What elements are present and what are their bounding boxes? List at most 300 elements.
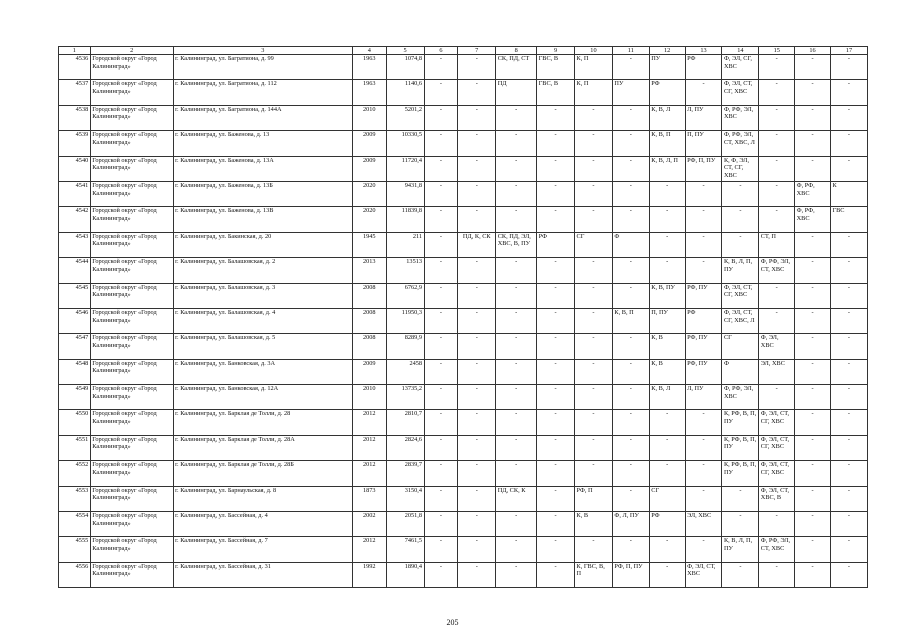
table-cell: 4547 bbox=[59, 334, 91, 359]
table-cell: - bbox=[458, 258, 496, 283]
table-cell: РФ, П bbox=[575, 486, 613, 511]
table-cell: Ф, Л, ПУ bbox=[612, 512, 649, 537]
table-cell: 211 bbox=[386, 232, 424, 257]
table-cell: ЭЛ, ХВС bbox=[759, 359, 795, 384]
table-cell: РФ bbox=[685, 55, 722, 80]
table-cell: - bbox=[722, 562, 759, 587]
table-cell: - bbox=[496, 461, 537, 486]
table-cell: 2810,7 bbox=[386, 410, 424, 435]
table-cell: - bbox=[612, 486, 649, 511]
table-cell: - bbox=[830, 105, 867, 130]
table-cell: - bbox=[795, 308, 831, 333]
table-cell: 13513 bbox=[386, 258, 424, 283]
table-cell: - bbox=[795, 80, 831, 105]
table-cell: К, РФ, В, П, ПУ bbox=[722, 461, 759, 486]
table-cell: - bbox=[612, 461, 649, 486]
table-cell: - bbox=[424, 55, 458, 80]
table-cell: К, В, ПУ bbox=[649, 283, 685, 308]
table-cell: - bbox=[795, 55, 831, 80]
table-cell: - bbox=[685, 207, 722, 232]
table-row bbox=[59, 385, 868, 410]
table-cell: - bbox=[830, 410, 867, 435]
table-cell: 1140,6 bbox=[386, 80, 424, 105]
table-cell: - bbox=[575, 308, 613, 333]
table-row bbox=[59, 131, 868, 156]
column-header: 14 bbox=[722, 47, 759, 55]
table-cell: - bbox=[759, 207, 795, 232]
table-cell: 13735,2 bbox=[386, 385, 424, 410]
table-cell: - bbox=[424, 131, 458, 156]
table-cell: - bbox=[496, 334, 537, 359]
table-cell: - bbox=[685, 435, 722, 460]
table-cell: Городской округ «Город Калининград» bbox=[90, 435, 173, 460]
column-header: 2 bbox=[90, 47, 173, 55]
table-cell: г. Калининград, ул. Балашовская, д. 2 bbox=[173, 258, 352, 283]
table-cell: - bbox=[458, 156, 496, 181]
table-cell: Городской округ «Город Калининград» bbox=[90, 105, 173, 130]
table-cell: - bbox=[612, 55, 649, 80]
table-cell: Ф, ЭЛ, СТ, СГ, ХВС bbox=[759, 410, 795, 435]
table-cell: 1992 bbox=[352, 562, 386, 587]
table-cell: - bbox=[830, 283, 867, 308]
column-header: 10 bbox=[575, 47, 613, 55]
table-cell: Ф, ЭЛ, СТ, СГ, ХВС bbox=[759, 461, 795, 486]
table-cell: - bbox=[649, 232, 685, 257]
table-cell: г. Калининград, ул. Балашовская, д. 3 bbox=[173, 283, 352, 308]
table-cell: 2020 bbox=[352, 181, 386, 206]
table-cell: СТ, П bbox=[759, 232, 795, 257]
table-cell: 4552 bbox=[59, 461, 91, 486]
table-cell: - bbox=[830, 385, 867, 410]
table-cell: 1963 bbox=[352, 80, 386, 105]
column-header: 15 bbox=[759, 47, 795, 55]
table-cell: 4553 bbox=[59, 486, 91, 511]
table-cell: - bbox=[830, 156, 867, 181]
table-cell: К, П bbox=[575, 55, 613, 80]
column-header: 11 bbox=[612, 47, 649, 55]
table-cell: К, Ф, ЭЛ, СТ, СГ, ХВС bbox=[722, 156, 759, 181]
table-cell: Городской округ «Город Калининград» bbox=[90, 258, 173, 283]
table-cell: 2458 bbox=[386, 359, 424, 384]
table-cell: 11950,3 bbox=[386, 308, 424, 333]
table-cell: 2824,6 bbox=[386, 435, 424, 460]
table-cell: - bbox=[649, 562, 685, 587]
table-cell: - bbox=[575, 537, 613, 562]
table-cell: 2009 bbox=[352, 156, 386, 181]
register-table bbox=[58, 46, 868, 588]
table-cell: Городской округ «Город Калининград» bbox=[90, 359, 173, 384]
table-cell: - bbox=[537, 435, 575, 460]
table-row bbox=[59, 359, 868, 384]
table-cell: К, В, П bbox=[649, 131, 685, 156]
table-cell: - bbox=[759, 283, 795, 308]
table-cell: г. Калининград, ул. Барклая де Толли, д. 28А bbox=[173, 435, 352, 460]
table-cell: - bbox=[685, 461, 722, 486]
table-cell: г. Калининград, ул. Баженова, д. 13 bbox=[173, 131, 352, 156]
table-cell: К, В bbox=[649, 359, 685, 384]
table-row bbox=[59, 232, 868, 257]
table-cell: - bbox=[424, 359, 458, 384]
table-row bbox=[59, 55, 868, 80]
table-cell: - bbox=[830, 131, 867, 156]
table-row bbox=[59, 435, 868, 460]
table-cell: 2002 bbox=[352, 512, 386, 537]
table-cell: - bbox=[722, 232, 759, 257]
table-cell: 1963 bbox=[352, 55, 386, 80]
table-cell: - bbox=[830, 308, 867, 333]
table-cell: П, ПУ bbox=[649, 308, 685, 333]
table-cell: - bbox=[537, 207, 575, 232]
table-cell: - bbox=[575, 258, 613, 283]
table-cell: 6762,9 bbox=[386, 283, 424, 308]
table-cell: РФ, П, ПУ bbox=[685, 156, 722, 181]
table-cell: - bbox=[496, 283, 537, 308]
table-cell: - bbox=[537, 410, 575, 435]
table-cell: РФ bbox=[685, 308, 722, 333]
table-cell: - bbox=[458, 562, 496, 587]
table-cell: г. Калининград, ул. Барклая де Толли, д. 28Б bbox=[173, 461, 352, 486]
table-cell: К, В bbox=[649, 334, 685, 359]
table-cell: - bbox=[759, 308, 795, 333]
table-cell: Ф, ЭЛ, СТ, СГ, ХВС bbox=[722, 283, 759, 308]
table-cell: - bbox=[612, 258, 649, 283]
table-cell: 4555 bbox=[59, 537, 91, 562]
table-cell: - bbox=[830, 334, 867, 359]
table-cell: ГВС, В bbox=[537, 55, 575, 80]
table-cell: - bbox=[722, 486, 759, 511]
table-cell: - bbox=[795, 486, 831, 511]
table-cell: - bbox=[458, 283, 496, 308]
table-cell: К, В, Л, П, ПУ bbox=[722, 258, 759, 283]
table-row bbox=[59, 105, 868, 130]
table-cell: К, РФ, В, П, ПУ bbox=[722, 435, 759, 460]
table-cell: - bbox=[496, 512, 537, 537]
table-cell: г. Калининград, ул. Барнаульская, д. 8 bbox=[173, 486, 352, 511]
table-cell: Городской округ «Город Калининград» bbox=[90, 461, 173, 486]
table-cell: К, В, П bbox=[612, 308, 649, 333]
table-cell: - bbox=[685, 80, 722, 105]
table-cell: 2008 bbox=[352, 283, 386, 308]
table-cell: СК, ПД, СТ bbox=[496, 55, 537, 80]
table-cell: - bbox=[496, 131, 537, 156]
table-cell: - bbox=[575, 334, 613, 359]
table-cell: - bbox=[612, 207, 649, 232]
table-cell: г. Калининград, ул. Бассейная, д. 4 bbox=[173, 512, 352, 537]
table-cell: - bbox=[649, 258, 685, 283]
table-cell: - bbox=[424, 461, 458, 486]
table-cell: 2008 bbox=[352, 334, 386, 359]
column-header: 9 bbox=[537, 47, 575, 55]
table-cell: - bbox=[496, 435, 537, 460]
table-row bbox=[59, 461, 868, 486]
table-cell: - bbox=[649, 461, 685, 486]
table-cell: - bbox=[612, 283, 649, 308]
table-cell: РФ bbox=[649, 80, 685, 105]
table-row bbox=[59, 334, 868, 359]
table-cell: 4554 bbox=[59, 512, 91, 537]
table-cell: - bbox=[830, 461, 867, 486]
table-row bbox=[59, 410, 868, 435]
table-cell: 1890,4 bbox=[386, 562, 424, 587]
table-cell: - bbox=[458, 486, 496, 511]
table-cell: 4540 bbox=[59, 156, 91, 181]
table-cell: РФ, ПУ bbox=[685, 359, 722, 384]
column-header: 8 bbox=[496, 47, 537, 55]
table-cell: 11720,4 bbox=[386, 156, 424, 181]
table-cell: - bbox=[537, 486, 575, 511]
table-cell: - bbox=[830, 359, 867, 384]
table-cell: Ф, ЭЛ, СТ, СГ, ХВС bbox=[759, 435, 795, 460]
table-cell: К bbox=[830, 181, 867, 206]
table-cell: - bbox=[496, 537, 537, 562]
table-cell: г. Калининград, ул. Банковская, д. 12А bbox=[173, 385, 352, 410]
table-cell: 4538 bbox=[59, 105, 91, 130]
table-cell: Городской округ «Город Калининград» bbox=[90, 410, 173, 435]
table-cell: - bbox=[458, 105, 496, 130]
table-cell: - bbox=[830, 232, 867, 257]
table-cell: - bbox=[458, 435, 496, 460]
table-cell: - bbox=[496, 410, 537, 435]
table-cell: 8289,9 bbox=[386, 334, 424, 359]
table-cell: - bbox=[759, 131, 795, 156]
table-cell: - bbox=[537, 512, 575, 537]
table-cell: - bbox=[612, 537, 649, 562]
table-cell: - bbox=[458, 131, 496, 156]
table-cell: г. Калининград, ул. Баженова, д. 13Б bbox=[173, 181, 352, 206]
table-cell: - bbox=[685, 181, 722, 206]
table-cell: - bbox=[424, 283, 458, 308]
table-cell: - bbox=[424, 562, 458, 587]
table-cell: РФ bbox=[649, 512, 685, 537]
table-cell: - bbox=[722, 207, 759, 232]
table-cell: 2010 bbox=[352, 105, 386, 130]
table-cell: - bbox=[537, 359, 575, 384]
table-cell: - bbox=[759, 512, 795, 537]
table-cell: - bbox=[795, 232, 831, 257]
table-cell: - bbox=[537, 131, 575, 156]
table-row bbox=[59, 207, 868, 232]
table-cell: - bbox=[458, 359, 496, 384]
table-cell: - bbox=[612, 131, 649, 156]
column-header: 7 bbox=[458, 47, 496, 55]
table-cell: Ф, ЭЛ, СТ, СГ, ХВС bbox=[722, 80, 759, 105]
table-cell: 11839,8 bbox=[386, 207, 424, 232]
table-cell: 2010 bbox=[352, 385, 386, 410]
table-cell: 1873 bbox=[352, 486, 386, 511]
table-cell: г. Калининград, ул. Баженова, д. 13В bbox=[173, 207, 352, 232]
table-cell: 4549 bbox=[59, 385, 91, 410]
table-cell: - bbox=[649, 181, 685, 206]
table-cell: Городской округ «Город Калининград» bbox=[90, 80, 173, 105]
table-cell: Городской округ «Город Калининград» bbox=[90, 537, 173, 562]
table-cell: К, РФ, В, П, ПУ bbox=[722, 410, 759, 435]
table-cell: 4556 bbox=[59, 562, 91, 587]
table-cell: - bbox=[649, 537, 685, 562]
table-cell: - bbox=[537, 461, 575, 486]
table-cell: - bbox=[537, 156, 575, 181]
table-cell: - bbox=[759, 562, 795, 587]
table-cell: - bbox=[830, 486, 867, 511]
table-cell: - bbox=[458, 55, 496, 80]
table-cell: ГВС bbox=[830, 207, 867, 232]
table-cell: - bbox=[612, 435, 649, 460]
table-cell: - bbox=[537, 308, 575, 333]
table-cell: - bbox=[458, 308, 496, 333]
table-cell: Ф, ЭЛ, СТ, ХВС bbox=[685, 562, 722, 587]
table-cell: - bbox=[458, 181, 496, 206]
table-cell: - bbox=[830, 80, 867, 105]
table-cell: - bbox=[424, 80, 458, 105]
column-header: 12 bbox=[649, 47, 685, 55]
table-cell: г. Калининград, ул. Балашовская, д. 5 bbox=[173, 334, 352, 359]
table-row bbox=[59, 512, 868, 537]
table-cell: Городской округ «Город Калининград» bbox=[90, 308, 173, 333]
table-cell: Ф, РФ, ЭЛ, ХВС bbox=[722, 105, 759, 130]
table-cell: - bbox=[830, 258, 867, 283]
table-row bbox=[59, 486, 868, 511]
table-cell: - bbox=[685, 537, 722, 562]
table-cell: - bbox=[795, 283, 831, 308]
column-header: 13 bbox=[685, 47, 722, 55]
table-cell: - bbox=[830, 537, 867, 562]
table-cell: Городской округ «Город Калининград» bbox=[90, 562, 173, 587]
table-cell: Ф bbox=[612, 232, 649, 257]
table-cell: 5201,2 bbox=[386, 105, 424, 130]
table-cell: Городской округ «Город Калининград» bbox=[90, 156, 173, 181]
table-cell: Ф, РФ, ХВС bbox=[795, 181, 831, 206]
table-cell: - bbox=[685, 232, 722, 257]
table-cell: г. Калининград, ул. Багратиона, д. 144А bbox=[173, 105, 352, 130]
table-cell: Городской округ «Город Калининград» bbox=[90, 283, 173, 308]
table-cell: - bbox=[537, 334, 575, 359]
table-cell: - bbox=[830, 512, 867, 537]
table-cell: - bbox=[575, 359, 613, 384]
table-cell: - bbox=[424, 385, 458, 410]
table-cell: - bbox=[685, 258, 722, 283]
table-cell: - bbox=[759, 55, 795, 80]
table-cell: К, В, Л bbox=[649, 385, 685, 410]
table-cell: - bbox=[458, 334, 496, 359]
table-cell: - bbox=[424, 512, 458, 537]
column-header: 4 bbox=[352, 47, 386, 55]
table-cell: 2012 bbox=[352, 461, 386, 486]
table-row bbox=[59, 283, 868, 308]
table-cell: ПУ bbox=[612, 80, 649, 105]
table-cell: 2013 bbox=[352, 258, 386, 283]
table-cell: - bbox=[424, 105, 458, 130]
table-cell: П, ПУ bbox=[685, 131, 722, 156]
table-cell: 2009 bbox=[352, 131, 386, 156]
table-cell: - bbox=[685, 486, 722, 511]
table-cell: - bbox=[537, 385, 575, 410]
table-cell: 4539 bbox=[59, 131, 91, 156]
table-cell: - bbox=[496, 156, 537, 181]
table-cell: - bbox=[537, 562, 575, 587]
table-cell: - bbox=[424, 410, 458, 435]
table-cell: - bbox=[424, 537, 458, 562]
table-cell: Городской округ «Город Калининград» bbox=[90, 334, 173, 359]
table-cell: - bbox=[795, 131, 831, 156]
table-cell: - bbox=[424, 181, 458, 206]
table-cell: ПД, СК, К bbox=[496, 486, 537, 511]
table-cell: 4548 bbox=[59, 359, 91, 384]
table-cell: - bbox=[795, 105, 831, 130]
table-cell: - bbox=[795, 258, 831, 283]
table-cell: - bbox=[759, 80, 795, 105]
table-row bbox=[59, 537, 868, 562]
table-cell: - bbox=[458, 512, 496, 537]
column-header: 1 bbox=[59, 47, 91, 55]
table-row bbox=[59, 156, 868, 181]
table-cell: - bbox=[424, 232, 458, 257]
table-cell: К, ГВС, В, П bbox=[575, 562, 613, 587]
table-cell: - bbox=[612, 385, 649, 410]
table-cell: Городской округ «Город Калининград» bbox=[90, 181, 173, 206]
column-header: 17 bbox=[830, 47, 867, 55]
table-cell: - bbox=[612, 181, 649, 206]
table-cell: ЭЛ, ХВС bbox=[685, 512, 722, 537]
table-cell: - bbox=[424, 156, 458, 181]
page-number: 205 bbox=[446, 618, 459, 627]
table-row bbox=[59, 308, 868, 333]
table-row bbox=[59, 80, 868, 105]
table-cell: - bbox=[496, 258, 537, 283]
table-cell: - bbox=[759, 181, 795, 206]
table-cell: К, В, Л, П bbox=[649, 156, 685, 181]
table-cell: - bbox=[575, 435, 613, 460]
table-cell: - bbox=[575, 156, 613, 181]
column-header: 6 bbox=[424, 47, 458, 55]
table-cell: - bbox=[424, 308, 458, 333]
table-cell: - bbox=[685, 410, 722, 435]
column-header: 5 bbox=[386, 47, 424, 55]
table-cell: - bbox=[830, 562, 867, 587]
table-cell: 2012 bbox=[352, 537, 386, 562]
table-cell: Ф, РФ, ЭЛ, ХВС bbox=[722, 385, 759, 410]
table-cell: К, В, Л bbox=[649, 105, 685, 130]
table-cell: - bbox=[649, 207, 685, 232]
table-cell: Городской округ «Город Калининград» bbox=[90, 486, 173, 511]
table-cell: Городской округ «Город Калининград» bbox=[90, 55, 173, 80]
table-cell: 3150,4 bbox=[386, 486, 424, 511]
table-cell: РФ, ПУ bbox=[685, 283, 722, 308]
table-cell: - bbox=[795, 156, 831, 181]
table-cell: СГ bbox=[722, 334, 759, 359]
table-cell: 2051,8 bbox=[386, 512, 424, 537]
table-cell: - bbox=[458, 537, 496, 562]
table-cell: г. Калининград, ул. Бассейная, д. 31 bbox=[173, 562, 352, 587]
table-cell: - bbox=[575, 461, 613, 486]
table-cell: - bbox=[496, 181, 537, 206]
table-row bbox=[59, 562, 868, 587]
table-cell: - bbox=[612, 410, 649, 435]
table-cell: Городской округ «Город Калининград» bbox=[90, 232, 173, 257]
table-cell: - bbox=[759, 156, 795, 181]
table-cell: 4542 bbox=[59, 207, 91, 232]
table-cell: - bbox=[458, 80, 496, 105]
table-cell: - bbox=[795, 461, 831, 486]
column-header: 16 bbox=[795, 47, 831, 55]
table-cell: - bbox=[575, 410, 613, 435]
table-cell: - bbox=[424, 258, 458, 283]
table-cell: - bbox=[458, 385, 496, 410]
table-cell: 1945 bbox=[352, 232, 386, 257]
table-cell: - bbox=[575, 385, 613, 410]
table-cell: - bbox=[537, 537, 575, 562]
table-cell: - bbox=[795, 562, 831, 587]
table-cell: К, П bbox=[575, 80, 613, 105]
table-cell: Л, ПУ bbox=[685, 105, 722, 130]
